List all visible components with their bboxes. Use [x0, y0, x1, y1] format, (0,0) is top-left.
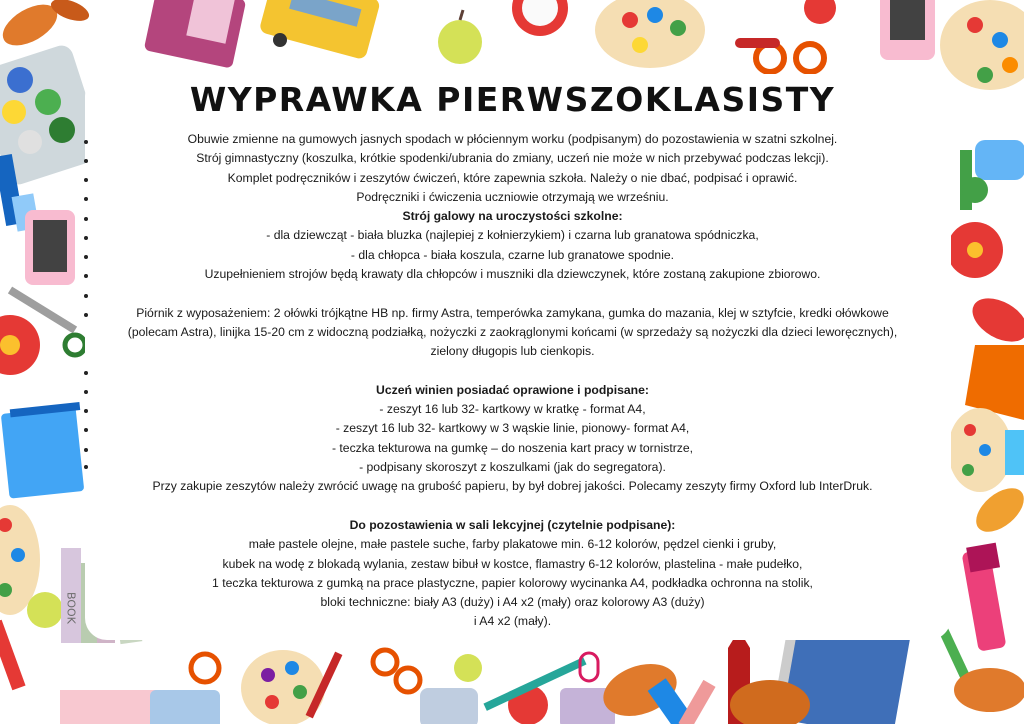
bullet-dot [84, 448, 88, 452]
calculator-icon [880, 0, 935, 60]
list-line: i A4 x2 (mały). [473, 614, 552, 629]
section-heading-zeszyty: Uczeń winien posiadać oprawione i podpisane: [376, 382, 649, 397]
palette-icon [940, 0, 1024, 90]
notepad-icon [1, 402, 84, 499]
list-line: zielony długopis lub cienkopis. [430, 344, 595, 359]
scissors-icon [191, 654, 219, 682]
school-bus-icon [259, 0, 381, 60]
list-line: Piórnik z wyposażeniem: 2 ołówki trójkątne HB np. firmy Astra, temperówka zamykana, gumka do mazania, klej w sztyfcie, kredki ołówkowe [136, 305, 889, 320]
paint-tube-icon [150, 690, 220, 724]
bullet-dot [84, 274, 88, 278]
marker-icon [962, 543, 1007, 652]
paper-clip-icon [580, 653, 598, 681]
page-title: WYPRAWKA PIERWSZOKLASISTY [189, 80, 836, 119]
bullet-dot [84, 428, 88, 432]
bullet-dot [84, 390, 88, 394]
apple-icon [454, 654, 482, 682]
bullet-dot [84, 313, 88, 317]
scissors-icon [735, 38, 824, 72]
list-line: Strój gimnastyczny (koszulka, krótkie spodenki/ubrania do zmiany, uczeń nie może w nich przebywać podczas lekcji). [196, 151, 829, 166]
apple-icon [962, 177, 988, 203]
apple-icon [438, 10, 482, 64]
apple-icon [27, 592, 63, 628]
list-line: 1 teczka tekturowa z gumką na prace plastyczne, papier kolorowy wycinanka A4, podkładka ochronna na stolik, [212, 575, 813, 590]
paint-tube-icon [1005, 430, 1024, 475]
pencil-icon [0, 620, 26, 691]
list-line: - dla dziewcząt - biała bluzka (najlepiej z kołnierzykiem) i czarna lub granatowa spódniczka, [266, 228, 759, 243]
palette-icon [948, 408, 1012, 492]
section-heading-galowy: Strój galowy na uroczystości szkolne: [402, 209, 623, 224]
list-line: - zeszyt 16 lub 32- kartkowy w kratkę - format A4, [379, 402, 646, 417]
flower-icon [947, 222, 1003, 278]
palette-icon [595, 0, 705, 68]
list-line: małe pastele olejne, małe pastele suche, farby plakatowe min. 6-12 kolorów, pędzel cienki i gruby, [248, 537, 777, 552]
bullet-dot [84, 371, 88, 375]
bullet-dot [84, 140, 88, 144]
list-line: Komplet podręczników i zeszytów ćwiczeń, które zapewnia szkoła. Należy o nie dbać, podpisać i oprawić. [227, 170, 798, 185]
list-line: Przy zakupie zeszytów należy zwrócić uwagę na grubość papieru, by był dobrej jakości. Polecamy zeszyty firmy Oxford lub InterDruk. [152, 479, 873, 494]
list-line: - teczka tekturowa na gumkę – do noszenia kart pracy w tornistrze, [331, 440, 694, 455]
list-line: Podręczniki i ćwiczenia uczniowie otrzymają we wrześniu. [356, 189, 669, 204]
section-heading-sala: Do pozostawienia w sali lekcyjnej (czytelnie podpisane): [349, 517, 676, 532]
list-line: - zeszyt 16 lub 32- kartkowy w 3 wąskie linie, pionowy- format A4, [335, 421, 690, 436]
bullet-dot [84, 178, 88, 182]
bullet-dot [84, 236, 88, 240]
bullet-dot [84, 294, 88, 298]
leaf-icon [965, 289, 1024, 350]
list-line: bloki techniczne: biały A3 (duży) i A4 x2 (mały) oraz kolorowy A3 (duży) [320, 595, 705, 610]
calculator-icon [25, 210, 75, 285]
leaf-icon [0, 0, 92, 54]
notebook-icon [144, 0, 247, 69]
list-line: - dla chłopca - biała koszula, czarne lub granatowe spodnie. [350, 247, 675, 262]
bullet-dot [84, 159, 88, 163]
leaf-icon [954, 668, 1024, 712]
list-line: Obuwie zmienne na gumowych jasnych spodach w płóciennym worku (podpisanym) do pozostawienia w szatni szkolnej. [187, 132, 838, 146]
eraser-icon [975, 140, 1024, 180]
apple-icon [804, 0, 836, 24]
bullet-dot [84, 255, 88, 259]
bell-icon [965, 345, 1024, 420]
pen-icon [678, 680, 715, 724]
alarm-clock-icon [512, 0, 568, 36]
supply-list [110, 130, 915, 632]
list-line: (polecam Astra), linijka 15-20 cm z widoczną podziałką, nożyczki z zaokrąglonymi końcami (w sprzedaży są nożyczki dla dzieci leworęcznych), [127, 324, 898, 339]
list-line: Uzupełnieniem strojów będą krawaty dla chłopców i muszniki dla dziewczynek, które zostaną zakupione zbiorowo. [204, 267, 821, 282]
bullet-dot [84, 409, 88, 413]
bullet-dot [84, 217, 88, 221]
flower-icon [0, 315, 40, 375]
scissors-icon [373, 650, 420, 692]
list-line: - podpisany skoroszyt z koszulkami (jak do segregatora). [359, 460, 666, 475]
backpack-icon [420, 688, 478, 724]
list-line: kubek na wodę z blokadą wylania, zestaw bibuł w kostce, flamastry 6-12 kolorów, plastelina - małe pudełko, [222, 556, 803, 571]
bullet-dot [84, 197, 88, 201]
book-spine-label: BOOK [64, 592, 78, 624]
bullet-dot [84, 465, 88, 469]
